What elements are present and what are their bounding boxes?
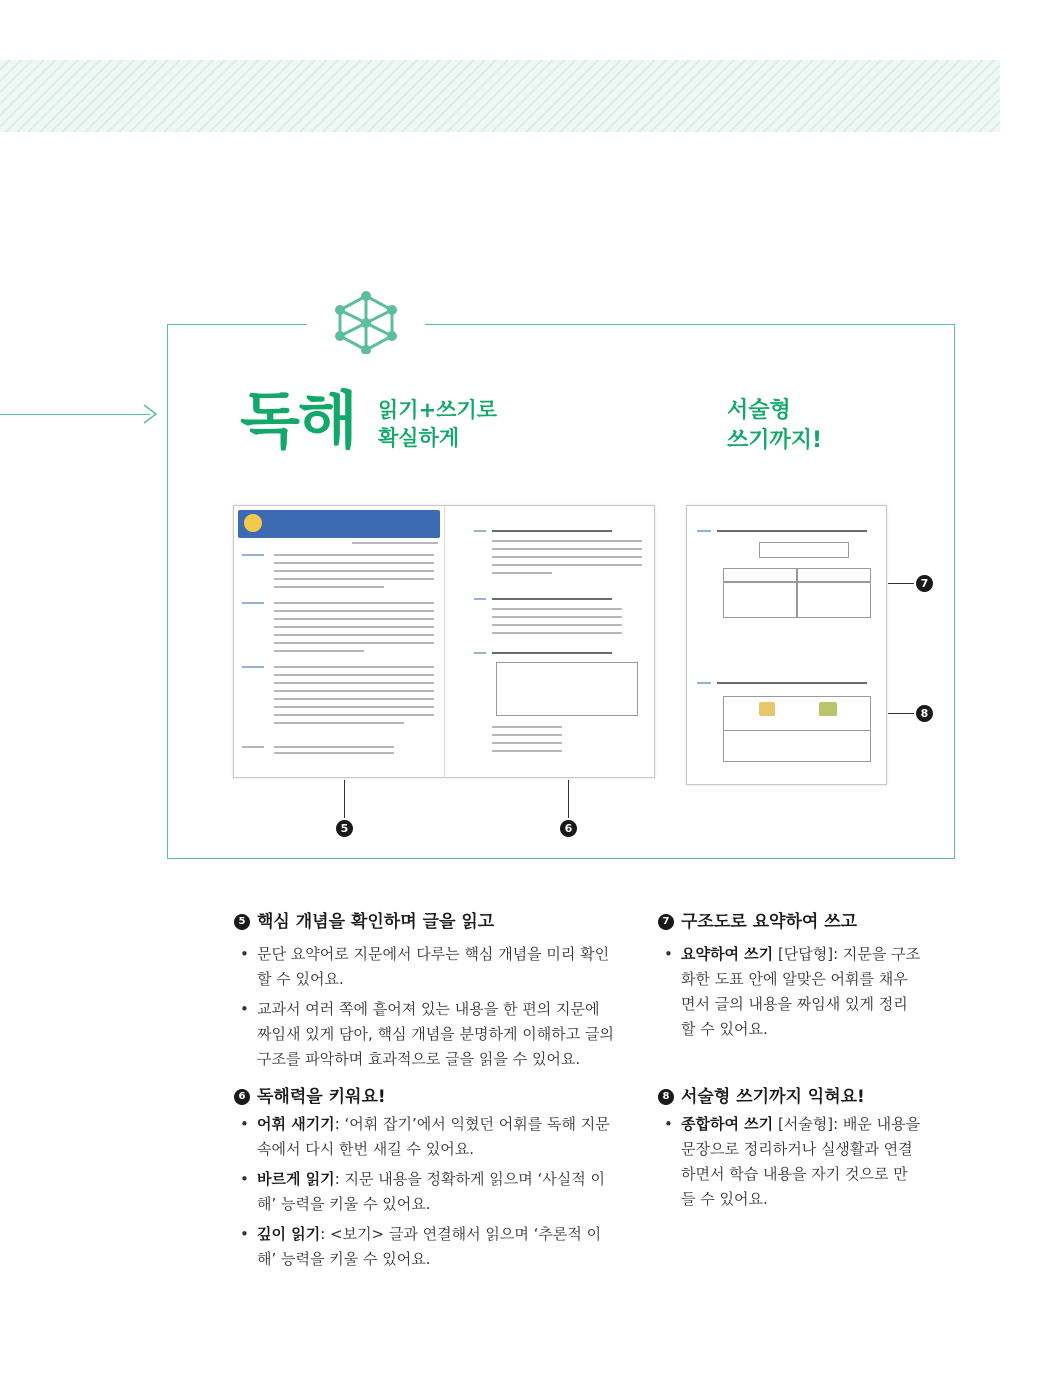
preview-q-label: [697, 530, 711, 532]
preview-line: [492, 540, 642, 542]
section-5-heading: [234, 910, 494, 934]
section-6-title: 독해력을 키워요!: [257, 1087, 386, 1107]
preview-line: [492, 726, 562, 728]
preview-margin-label: [242, 602, 264, 604]
preview-table-rule: [723, 730, 871, 731]
preview-badge: [244, 514, 262, 532]
preview-question: [717, 530, 867, 532]
preview-diagram-left-body: [723, 582, 797, 618]
item-text: : <보기> 글과 연결해서 읽으며 ‘추론적 이해’ 능력을 키울 수 있어요.: [257, 1225, 602, 1268]
list-item: [236, 997, 618, 1072]
callout-line-6: [568, 780, 569, 818]
list-item: [660, 1112, 922, 1212]
section-8-title: 서술형 쓰기까지 익혀요!: [681, 1087, 865, 1107]
preview-line: [492, 734, 562, 736]
section-5-list: [236, 942, 618, 1077]
item-bold: 종합하여 쓰기: [681, 1115, 774, 1133]
section-8-number: 8: [658, 1089, 674, 1105]
preview-line: [492, 608, 622, 610]
preview-table: [723, 696, 871, 762]
callout-badge-8: 8: [916, 705, 933, 722]
preview-question: [717, 682, 867, 684]
preview-page-divider: [444, 506, 445, 777]
preview-line: [274, 698, 434, 700]
writing-page-preview: [686, 505, 887, 785]
preview-box-image: [759, 702, 775, 716]
callout-line-7: [888, 583, 914, 584]
section-6-number: 6: [234, 1089, 250, 1105]
section-7-title: 구조도로 요약하여 쓰고: [681, 912, 858, 932]
list-item: [660, 942, 922, 1042]
section-5-number: 5: [234, 914, 250, 930]
preview-line: [274, 706, 434, 708]
preview-line: [274, 722, 404, 724]
preview-line: [274, 626, 434, 628]
preview-diagram-top-box: [759, 542, 849, 558]
section-8-heading: [658, 1085, 865, 1109]
preview-line: [274, 554, 434, 556]
preview-question: [492, 598, 612, 600]
preview-line: [492, 742, 562, 744]
item-bold: 요약하여 쓰기: [681, 945, 774, 963]
section-6-heading: [234, 1085, 386, 1109]
item-text: [단답형]: 지문을 구조화한 도표 안에 알맞은 어휘를 채우면서 글의 내용을 짜임새 있게 정리할 수 있어요.: [681, 945, 921, 1038]
section-8-list: [660, 1112, 922, 1217]
item-text: 문단 요약어로 지문에서 다루는 핵심 개념을 미리 확인할 수 있어요.: [257, 945, 610, 988]
preview-line: [492, 564, 642, 566]
preview-line: [274, 746, 394, 748]
hero-subtitle-line2: 확실하게: [378, 426, 460, 450]
preview-line: [492, 750, 562, 752]
preview-question: [492, 530, 612, 532]
preview-line: [492, 548, 642, 550]
item-bold: 어휘 새기기: [257, 1115, 335, 1133]
item-bold: 깊이 읽기: [257, 1225, 321, 1243]
section-7-number: 7: [658, 914, 674, 930]
network-icon: [330, 290, 402, 354]
preview-line: [274, 562, 434, 564]
section-5-title: 핵심 개념을 확인하며 글을 읽고: [257, 912, 495, 932]
hero-right-title: [727, 396, 822, 456]
item-text: : 지문 내용을 정확하게 읽으며 ‘사실적 이해’ 능력을 키울 수 있어요.: [257, 1170, 605, 1213]
preview-diagram-right-body: [797, 582, 871, 618]
preview-question: [492, 652, 612, 654]
preview-diagram-left-head: [723, 568, 797, 582]
preview-line: [274, 690, 434, 692]
preview-example-box: [496, 662, 638, 716]
preview-line: [274, 570, 434, 572]
section-7-list: [660, 942, 922, 1047]
item-bold: 바르게 읽기: [257, 1170, 335, 1188]
hero-right-title-line1: 서술형: [727, 398, 791, 423]
preview-q-label: [697, 682, 711, 684]
reading-spread-preview: [233, 505, 655, 778]
preview-line: [274, 714, 434, 716]
preview-line: [492, 624, 622, 626]
list-item: [236, 1112, 618, 1162]
side-connector-line: [0, 414, 150, 415]
preview-q-label: [474, 530, 486, 532]
preview-line: [274, 634, 434, 636]
preview-line: [274, 642, 434, 644]
chevron-right-icon: [140, 403, 162, 425]
callout-badge-7: 7: [916, 575, 933, 592]
preview-line: [274, 586, 384, 588]
item-text: [서술형]: 배운 내용을 문장으로 정리하거나 실생활과 연결하면서 학습 내용을 자기 것으로 만들 수 있어요.: [681, 1115, 921, 1208]
preview-q-label: [474, 598, 486, 600]
hero-subtitle: [378, 396, 497, 452]
section-6-list: [236, 1112, 618, 1277]
preview-line: [274, 650, 364, 652]
preview-line: [274, 666, 434, 668]
hero-subtitle-line1: 읽기+쓰기로: [378, 398, 498, 422]
callout-badge-5: 5: [336, 820, 353, 837]
preview-line: [274, 752, 394, 754]
preview-line: [274, 682, 434, 684]
item-text: : ‘어휘 잡기’에서 익혔던 어휘를 독해 지문 속에서 다시 한번 새길 수 있어요.: [257, 1115, 610, 1158]
preview-line: [352, 542, 438, 544]
hero-right-title-line2: 쓰기까지!: [727, 428, 823, 453]
preview-line: [274, 674, 434, 676]
callout-line-5: [344, 780, 345, 818]
callout-line-8: [888, 713, 914, 714]
preview-line: [492, 632, 622, 634]
list-item: [236, 1167, 618, 1217]
preview-margin-label: [242, 746, 264, 748]
section-7-heading: [658, 910, 857, 934]
preview-line: [492, 572, 552, 574]
preview-q-label: [474, 652, 486, 654]
preview-line: [274, 618, 434, 620]
list-item: [236, 942, 618, 992]
preview-line: [274, 578, 434, 580]
preview-margin-label: [242, 554, 264, 556]
item-text: 교과서 여러 쪽에 흩어져 있는 내용을 한 편의 지문에 짜임새 있게 담아, 핵심 개념을 분명하게 이해하고 글의 구조를 파악하며 효과적으로 글을 읽을 수 있어요.: [257, 1000, 614, 1068]
preview-margin-label: [242, 666, 264, 668]
preview-line: [274, 602, 434, 604]
hero-big-title: 독해: [240, 384, 356, 457]
header-stripe-band: [0, 60, 1000, 132]
preview-line: [492, 556, 642, 558]
callout-badge-6: 6: [560, 820, 577, 837]
preview-header-bar: [238, 510, 440, 538]
list-item: [236, 1222, 618, 1272]
preview-box-image: [819, 702, 837, 716]
preview-line: [492, 616, 622, 618]
preview-diagram-right-head: [797, 568, 871, 582]
preview-line: [274, 610, 434, 612]
